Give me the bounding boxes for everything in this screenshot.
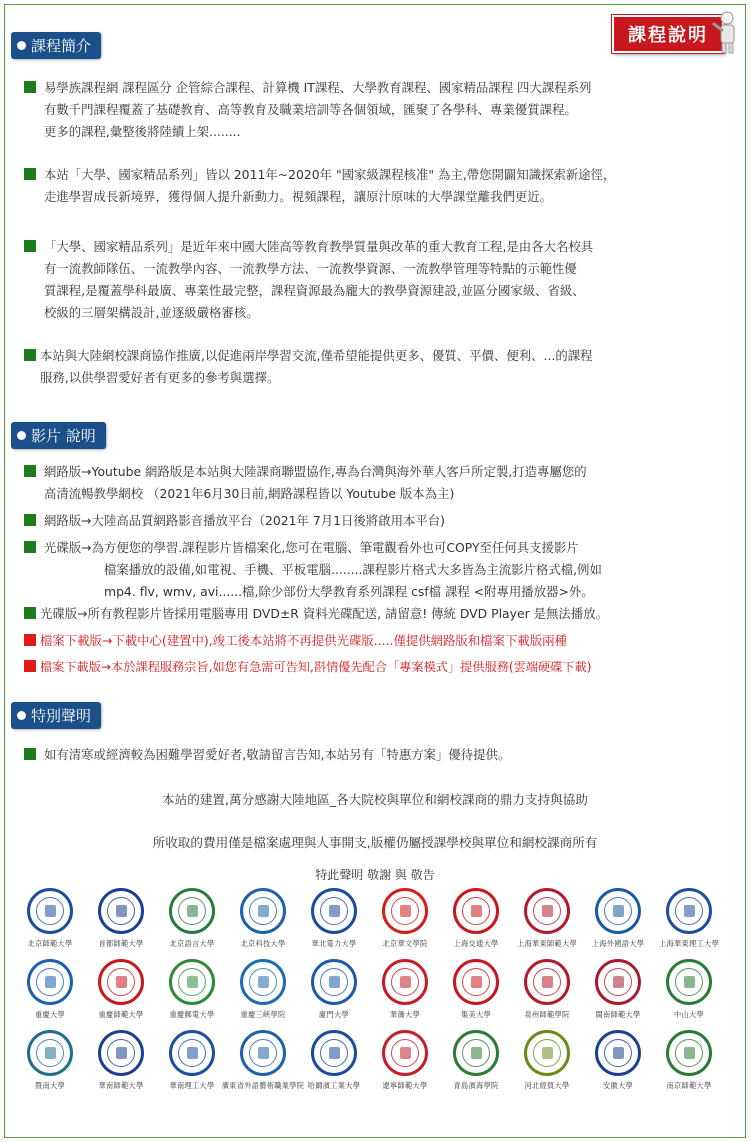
university-name: 廈門大學	[319, 1010, 349, 1019]
notice-declaration: 特此聲明 敬謝 與 敬告	[315, 868, 435, 882]
university-logo	[515, 959, 579, 1020]
section-header-notice: 特別聲明	[11, 702, 101, 729]
university-seal-icon	[240, 959, 286, 1005]
university-seal-icon	[666, 959, 712, 1005]
university-seal-icon	[169, 959, 215, 1005]
video-item-3: 光碟版→為方便您的學習.課程影片皆檔案化,您可在電腦、筆電觀看外也可COPY至任何具支援影片 檔案播放的設備,如電視、手機、平板電腦........課程影片格式大多皆為主流影片格式檔,例如 mp4. flv, wmv, avi......檔,除少部份大學教育系列課程 csf檔 課程 <附專用播放器>外。	[24, 537, 746, 603]
university-logos	[18, 888, 738, 1091]
university-logo	[18, 959, 82, 1020]
university-logo	[18, 1030, 82, 1091]
university-seal-icon	[27, 1030, 73, 1076]
bullet-dot-icon	[17, 711, 26, 720]
green-square-icon	[24, 465, 36, 477]
university-name: 重慶大學	[35, 1010, 65, 1019]
green-square-icon	[24, 168, 36, 180]
university-name: 暨南大學	[35, 1081, 65, 1090]
university-name: 重慶郵電大學	[169, 1010, 215, 1019]
university-logo	[89, 888, 153, 949]
video-item-1: 網路版→Youtube 網路版是本站與大陸課商聯盟協作,專為台灣與海外華人客戶所定製,打造專屬您的 高清流暢教學網校 （2021年6月30日前,網路課程皆以 Youtube 版本為主)	[24, 461, 746, 505]
university-name: 北京華文學院	[382, 939, 428, 948]
university-name: 泉州師範學院	[524, 1010, 570, 1019]
university-seal-icon	[595, 959, 641, 1005]
university-name: 華僑大學	[390, 1010, 420, 1019]
university-seal-icon	[453, 888, 499, 934]
bullet-dot-icon	[17, 41, 26, 50]
university-name: 北京語言大學	[169, 939, 215, 948]
university-logo	[231, 888, 295, 949]
university-seal-icon	[311, 959, 357, 1005]
university-name: 南京師範大學	[666, 1081, 712, 1090]
university-logo	[89, 1030, 153, 1091]
section-header-intro: 課程簡介	[11, 32, 101, 59]
green-square-icon	[24, 240, 36, 252]
video-item-6: 檔案下載版→本於課程服務宗旨,如您有急需可告知,斟情優先配合「專案模式」提供服務(雲端硬碟下載)	[24, 656, 748, 678]
notice-item-1: 如有清寒或經濟較為困難學習愛好者,敬請留言告知,本站另有「特惠方案」優待提供。	[24, 744, 744, 766]
university-logo	[221, 1030, 305, 1091]
video-item-5: 檔案下載版→下載中心(建置中),竣工後本站將不再提供光碟版.....僅提供網路版和檔案下載版兩種	[24, 630, 748, 652]
university-seal-icon	[524, 888, 570, 934]
university-seal-icon	[169, 1030, 215, 1076]
bullet-dot-icon	[17, 431, 26, 440]
university-seal-icon	[27, 959, 73, 1005]
green-square-icon	[24, 81, 36, 93]
university-logo	[160, 959, 224, 1020]
video-item-2: 網路版→大陸高品質網路影音播放平台（2021年 7月1日後將啟用本平台)	[24, 510, 744, 532]
green-square-icon	[24, 748, 36, 760]
university-logo	[586, 959, 650, 1020]
intro-paragraph-2: 本站「大學、國家精品系列」皆以 2011年~2020年 "國家級課程核准" 為主,帶您開闢知識探索新途徑， 走進學習成長新境界，獲得個人提升新動力。視頻課程，讓原汁原味的大學課堂離我們更近。	[24, 164, 746, 208]
notice-copyright: 所收取的費用僅是檔案處理與人事開支,版權仍屬授課學校與單位和網校課商所有	[152, 835, 598, 850]
university-name: 上海外國語大學	[591, 939, 645, 948]
university-seal-icon	[240, 888, 286, 934]
university-name: 重慶三峽學院	[240, 1010, 286, 1019]
university-seal-icon	[98, 888, 144, 934]
green-square-icon	[24, 349, 36, 361]
university-seal-icon	[382, 959, 428, 1005]
university-logo	[302, 959, 366, 1020]
university-name: 北京師範大學	[27, 939, 73, 948]
university-logo	[373, 959, 437, 1020]
university-logo	[160, 1030, 224, 1091]
university-seal-icon	[382, 1030, 428, 1076]
university-name: 北京科技大學	[240, 939, 286, 948]
university-name: 華南理工大學	[169, 1081, 215, 1090]
video-item-4: 光碟版→所有教程影片皆採用電腦專用 DVD±R 資料光碟配送, 請留意! 傳統 DVD Player 是無法播放。	[24, 603, 748, 625]
university-logo	[302, 888, 366, 949]
university-name: 青島濱海學院	[453, 1081, 499, 1090]
university-logo	[18, 888, 82, 949]
university-name: 華南師範大學	[98, 1081, 144, 1090]
university-logo	[302, 1030, 366, 1091]
university-seal-icon	[666, 1030, 712, 1076]
red-square-icon	[24, 660, 36, 672]
university-logo	[586, 1030, 650, 1091]
section-header-video: 影片 說明	[11, 422, 106, 449]
university-seal-icon	[524, 959, 570, 1005]
university-name: 閩南師範大學	[595, 1010, 641, 1019]
university-logo	[444, 888, 508, 949]
university-name: 遼寧師範大學	[382, 1081, 428, 1090]
university-name: 中山大學	[674, 1010, 704, 1019]
university-logo	[657, 1030, 721, 1091]
university-seal-icon	[27, 888, 73, 934]
university-seal-icon	[169, 888, 215, 934]
university-name: 上海華東理工大學	[659, 939, 719, 948]
university-name: 集美大學	[461, 1010, 491, 1019]
university-logo	[373, 1030, 437, 1091]
green-square-icon	[24, 607, 36, 619]
notice-thanks: 本站的建置,萬分感謝大陸地區_各大院校與單位和網校課商的鼎力支持與協助	[162, 792, 588, 807]
university-name: 華北電力大學	[311, 939, 357, 948]
university-logo	[657, 959, 721, 1020]
university-seal-icon	[524, 1030, 570, 1076]
pointing-man-icon	[712, 10, 738, 54]
university-logo	[89, 959, 153, 1020]
intro-paragraph-4: 本站與大陸網校課商協作推廣,以促進兩岸學習交流,僅希望能提供更多、優質、平價、便利、...的課程 服務,以供學習愛好者有更多的參考與選擇。	[24, 345, 744, 389]
university-logo	[444, 959, 508, 1020]
intro-paragraph-3: 「大學、國家精品系列」是近年來中國大陸高等教育教學質量與改革的重大教育工程,是由各大名校具 有一流教師隊伍、一流教學內容、一流教學方法、一流教學資源、一流教學管理等特點的示範性優 質課程,是覆蓋學科最廣、專業性最完整，課程資源最為龐大的教學資源建設,並區分國家級、省級、 校級的三層架構設計,並逐級嚴格審核。	[24, 236, 744, 324]
university-logo	[373, 888, 437, 949]
university-name: 哈爾濱工業大學	[307, 1081, 361, 1090]
university-name: 廣東省外語藝術職業學院	[221, 1081, 305, 1090]
university-seal-icon	[311, 888, 357, 934]
university-name: 河北經貿大學	[524, 1081, 570, 1090]
university-logo	[515, 1030, 579, 1091]
university-name: 重慶師範大學	[98, 1010, 144, 1019]
university-logo	[160, 888, 224, 949]
university-logo	[444, 1030, 508, 1091]
university-seal-icon	[382, 888, 428, 934]
course-info-badge: 課程說明	[612, 15, 724, 53]
university-logo	[657, 888, 721, 949]
university-name: 上海華東師範大學	[517, 939, 577, 948]
university-logo	[515, 888, 579, 949]
university-seal-icon	[453, 959, 499, 1005]
intro-paragraph-1: 易學族課程網 課程區分 企管綜合課程、計算機 IT課程、大學教育課程、國家精品課程 四大課程系列 有數千門課程覆蓋了基礎教育、高等教育及職業培訓等各個領域，匯聚了各學科、專業優質課程。 更多的課程,彙整後將陸續上架........	[24, 77, 744, 143]
university-seal-icon	[595, 888, 641, 934]
university-seal-icon	[311, 1030, 357, 1076]
green-square-icon	[24, 514, 36, 526]
red-square-icon	[24, 634, 36, 646]
university-name: 安徽大學	[603, 1081, 633, 1090]
university-seal-icon	[666, 888, 712, 934]
university-seal-icon	[98, 959, 144, 1005]
university-seal-icon	[240, 1030, 286, 1076]
university-seal-icon	[98, 1030, 144, 1076]
university-seal-icon	[453, 1030, 499, 1076]
university-seal-icon	[595, 1030, 641, 1076]
university-name: 首都師範大學	[98, 939, 144, 948]
university-name: 上海交通大學	[453, 939, 499, 948]
university-logo	[231, 959, 295, 1020]
university-logo	[586, 888, 650, 949]
green-square-icon	[24, 541, 36, 553]
